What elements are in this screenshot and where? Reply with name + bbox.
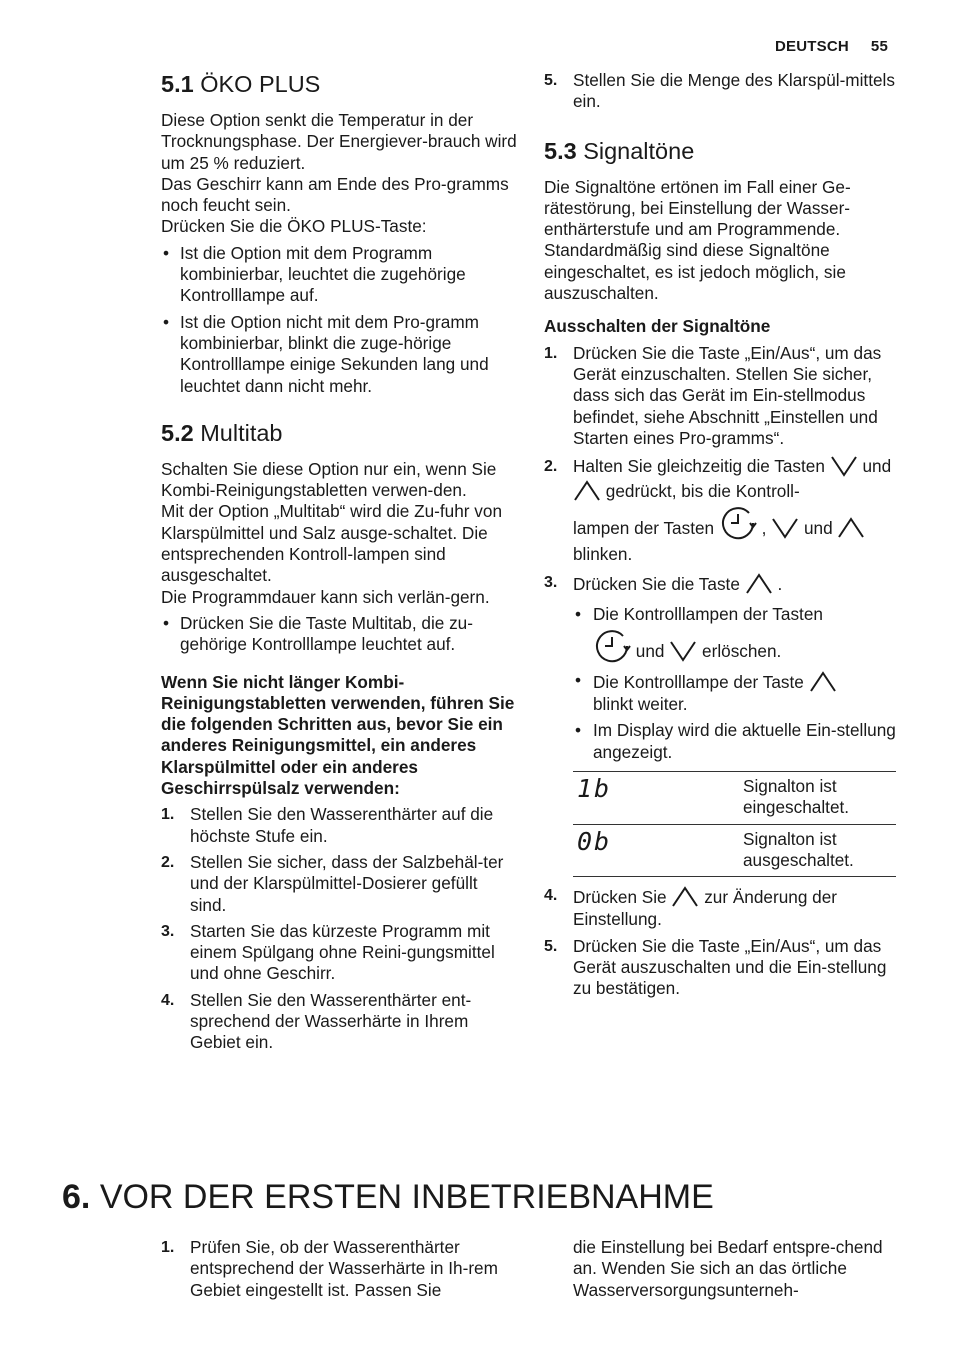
paragraph: Diese Option senkt die Temperatur in der Trocknungsphase. Der Energiever-brauch wird um 25 % reduziert. bbox=[161, 110, 517, 173]
numbered-step bbox=[544, 70, 896, 113]
step-text: Starten Sie das kürzeste Programm mit einem Spülgang ohne Reini-gungsmittel und ohne Geschirr. bbox=[190, 920, 495, 984]
section-title: Signaltöne bbox=[583, 137, 695, 164]
table-row bbox=[573, 824, 896, 877]
bullet-text: und bbox=[635, 641, 665, 662]
step-text: blinken. bbox=[573, 544, 633, 565]
bold-note: Wenn Sie nicht länger Kombi-Reinigungstabletten verwenden, führen Sie die folgenden Schritten aus, bevor Sie ein anderes Reinigungsmittel, ein anderes Klarspülmittel oder ein anderes Geschirrspülsalz verwenden: bbox=[161, 671, 515, 799]
table-row bbox=[573, 772, 896, 825]
numbered-step bbox=[161, 852, 517, 916]
step-text: Prüfen Sie, ob der Wasserenthärter entsprechend der Wasserhärte in Ih-rem Gebiet eingestellt ist. Passen Sie bbox=[190, 1237, 498, 1300]
step-text: Stellen Sie die Menge des Klarspül-mittels ein. bbox=[573, 70, 895, 112]
step-number: 5. bbox=[544, 937, 558, 955]
bullet-item: • Ist die Option mit dem Programm kombinierbar, leuchtet die zugehörige Kontrolllampe auf. bbox=[161, 243, 517, 307]
sub-bullet-item: • Im Display wird die aktuelle Ein-stellung angezeigt. bbox=[573, 720, 896, 763]
paragraph: Die Programmdauer kann sich verlän-gern. bbox=[161, 586, 490, 607]
step-number: 3. bbox=[544, 574, 558, 592]
step-text: Stellen Sie den Wasserenthärter ent-sprechend der Wasserhärte in Ihrem Gebiet ein. bbox=[190, 989, 472, 1053]
chevron-down-icon bbox=[669, 639, 697, 663]
bullet-text: erlöschen. bbox=[702, 641, 782, 662]
bullet-text: blinkt weiter. bbox=[593, 694, 688, 715]
numbered-step bbox=[161, 804, 517, 847]
chevron-up-icon bbox=[837, 516, 865, 540]
step-number: 2. bbox=[544, 458, 558, 476]
step-text: lampen der Tasten bbox=[573, 518, 715, 539]
bullet-item: • Drücken Sie die Taste Multitab, die zu-gehörige Kontrolllampe leuchtet auf. bbox=[161, 613, 517, 656]
chapter-number: 6. bbox=[62, 1178, 91, 1216]
numbered-step bbox=[544, 454, 896, 567]
chapter-heading bbox=[62, 1176, 714, 1218]
numbered-step bbox=[544, 343, 896, 449]
header-language: DEUTSCH bbox=[775, 38, 849, 55]
section-number: 5.1 bbox=[161, 71, 194, 97]
signal-table bbox=[573, 771, 896, 877]
step-text: und bbox=[862, 456, 892, 477]
numbered-step bbox=[544, 885, 896, 930]
sub-bullet-item bbox=[573, 601, 896, 665]
step-text: zur Änderung der Einstellung. bbox=[573, 887, 837, 930]
chevron-up-icon bbox=[809, 670, 837, 694]
step-text: Stellen Sie sicher, dass der Salzbehäl-ter und der Klarspülmittel-Dosierer gefüllt sind. bbox=[190, 851, 504, 915]
chapter-6-left-column bbox=[161, 1237, 517, 1301]
step-text: und bbox=[804, 518, 833, 539]
chapter-6-right-column bbox=[573, 1237, 899, 1301]
chapter-title: VOR DER ERSTEN INBETRIEBNAHME bbox=[99, 1178, 714, 1216]
paragraph: Die Signaltöne ertönen im Fall einer Ge-rätestörung, bei Einstellung der Wasser-enthärterstufe und am Programmende. Standardmäßig sind diese Signaltöne eingeschaltet, es ist jedoch möglich, sie auszuschalten. bbox=[544, 176, 851, 304]
table-cell-code bbox=[573, 824, 739, 877]
subheading: Ausschalten der Signaltöne bbox=[544, 316, 771, 337]
step-text: Drücken Sie die Taste „Ein/Aus“, um das Gerät auszuschalten und die Ein-stellung zu bestätigen. bbox=[573, 935, 887, 999]
numbered-step bbox=[544, 936, 896, 1000]
step-text: , bbox=[761, 518, 767, 539]
table-cell-code bbox=[573, 772, 739, 825]
step-number: 1. bbox=[544, 344, 558, 362]
section-5-2-heading bbox=[161, 419, 517, 447]
step-text: gedrückt, bis die Kontroll- bbox=[605, 481, 800, 502]
step-number: 5. bbox=[544, 72, 558, 89]
bullet-item: • Ist die Option nicht mit dem Pro-gramm kombinierbar, blinkt die zuge-hörige Kontrolllampe einige Sekunden lang und leuchtet dann nicht mehr. bbox=[161, 312, 517, 397]
numbered-step bbox=[161, 921, 517, 985]
step-text: Halten Sie gleichzeitig die Tasten bbox=[573, 456, 825, 477]
step-text: . bbox=[777, 574, 783, 595]
section-number: 5.3 bbox=[544, 137, 577, 164]
timer-icon bbox=[593, 627, 631, 665]
bullet-text: Die Kontrolllampen der Tasten bbox=[593, 604, 823, 625]
right-column bbox=[544, 70, 896, 999]
step-number: 1. bbox=[161, 1239, 175, 1256]
section-number: 5.2 bbox=[161, 419, 194, 446]
page-number: 55 bbox=[870, 38, 888, 55]
paragraph: Das Geschirr kann am Ende des Pro-gramms noch feucht sein. bbox=[161, 173, 509, 216]
chevron-up-icon bbox=[745, 572, 773, 596]
section-title: ÖKO PLUS bbox=[200, 71, 321, 97]
left-column bbox=[161, 70, 517, 1054]
step-number: 4. bbox=[544, 887, 558, 905]
display-code: 0b bbox=[577, 826, 612, 856]
numbered-step bbox=[544, 572, 896, 763]
step-text: Drücken Sie bbox=[573, 887, 667, 908]
sub-bullet-item bbox=[573, 670, 896, 715]
table-cell-description: Signalton ist ausgeschaltet. bbox=[739, 824, 896, 877]
chevron-up-icon bbox=[573, 479, 601, 503]
step-text: Drücken Sie die Taste „Ein/Aus“, um das Gerät einzuschalten. Stellen Sie sicher, dass sich das Gerät im Ein-stellmodus befindet, siehe Abschnitt „Einstellen und Starten eines Pro-gramms“. bbox=[573, 342, 882, 448]
chevron-down-icon bbox=[771, 516, 799, 540]
step-text: Stellen Sie den Wasserenthärter auf die höchste Stufe ein. bbox=[190, 804, 494, 846]
display-code: 1b bbox=[577, 774, 612, 804]
paragraph: Mit der Option „Multitab“ wird die Zu-fuhr von Klarspülmittel und Salz ausge-schaltet. Die entsprechenden Kontroll-lampen sind ausgeschaltet. bbox=[161, 501, 503, 586]
numbered-step bbox=[161, 1237, 517, 1301]
chevron-up-icon bbox=[671, 885, 699, 909]
step-number: 4. bbox=[161, 991, 175, 1009]
step-number: 1. bbox=[161, 806, 175, 824]
section-5-1-heading bbox=[161, 70, 517, 98]
section-title: Multitab bbox=[200, 419, 283, 446]
chevron-down-icon bbox=[830, 454, 858, 478]
paragraph: Drücken Sie die ÖKO PLUS-Taste: bbox=[161, 216, 427, 237]
paragraph: Schalten Sie diese Option nur ein, wenn Sie Kombi-Reinigungstabletten verwen-den. bbox=[161, 458, 497, 501]
bullet-text: Die Kontrolllampe der Taste bbox=[593, 672, 804, 693]
timer-icon bbox=[719, 504, 757, 542]
table-cell-description: Signalton ist eingeschaltet. bbox=[739, 772, 896, 825]
step-number: 3. bbox=[161, 922, 175, 940]
page-header bbox=[775, 38, 888, 55]
step-text-continued: die Einstellung bei Bedarf entspre-chend an. Wenden Sie sich an das örtliche Wasserversorgungsunterneh- bbox=[573, 1237, 883, 1300]
numbered-step bbox=[161, 990, 517, 1054]
step-number: 2. bbox=[161, 853, 175, 871]
section-5-3-heading bbox=[544, 137, 896, 165]
step-text: Drücken Sie die Taste bbox=[573, 574, 740, 595]
